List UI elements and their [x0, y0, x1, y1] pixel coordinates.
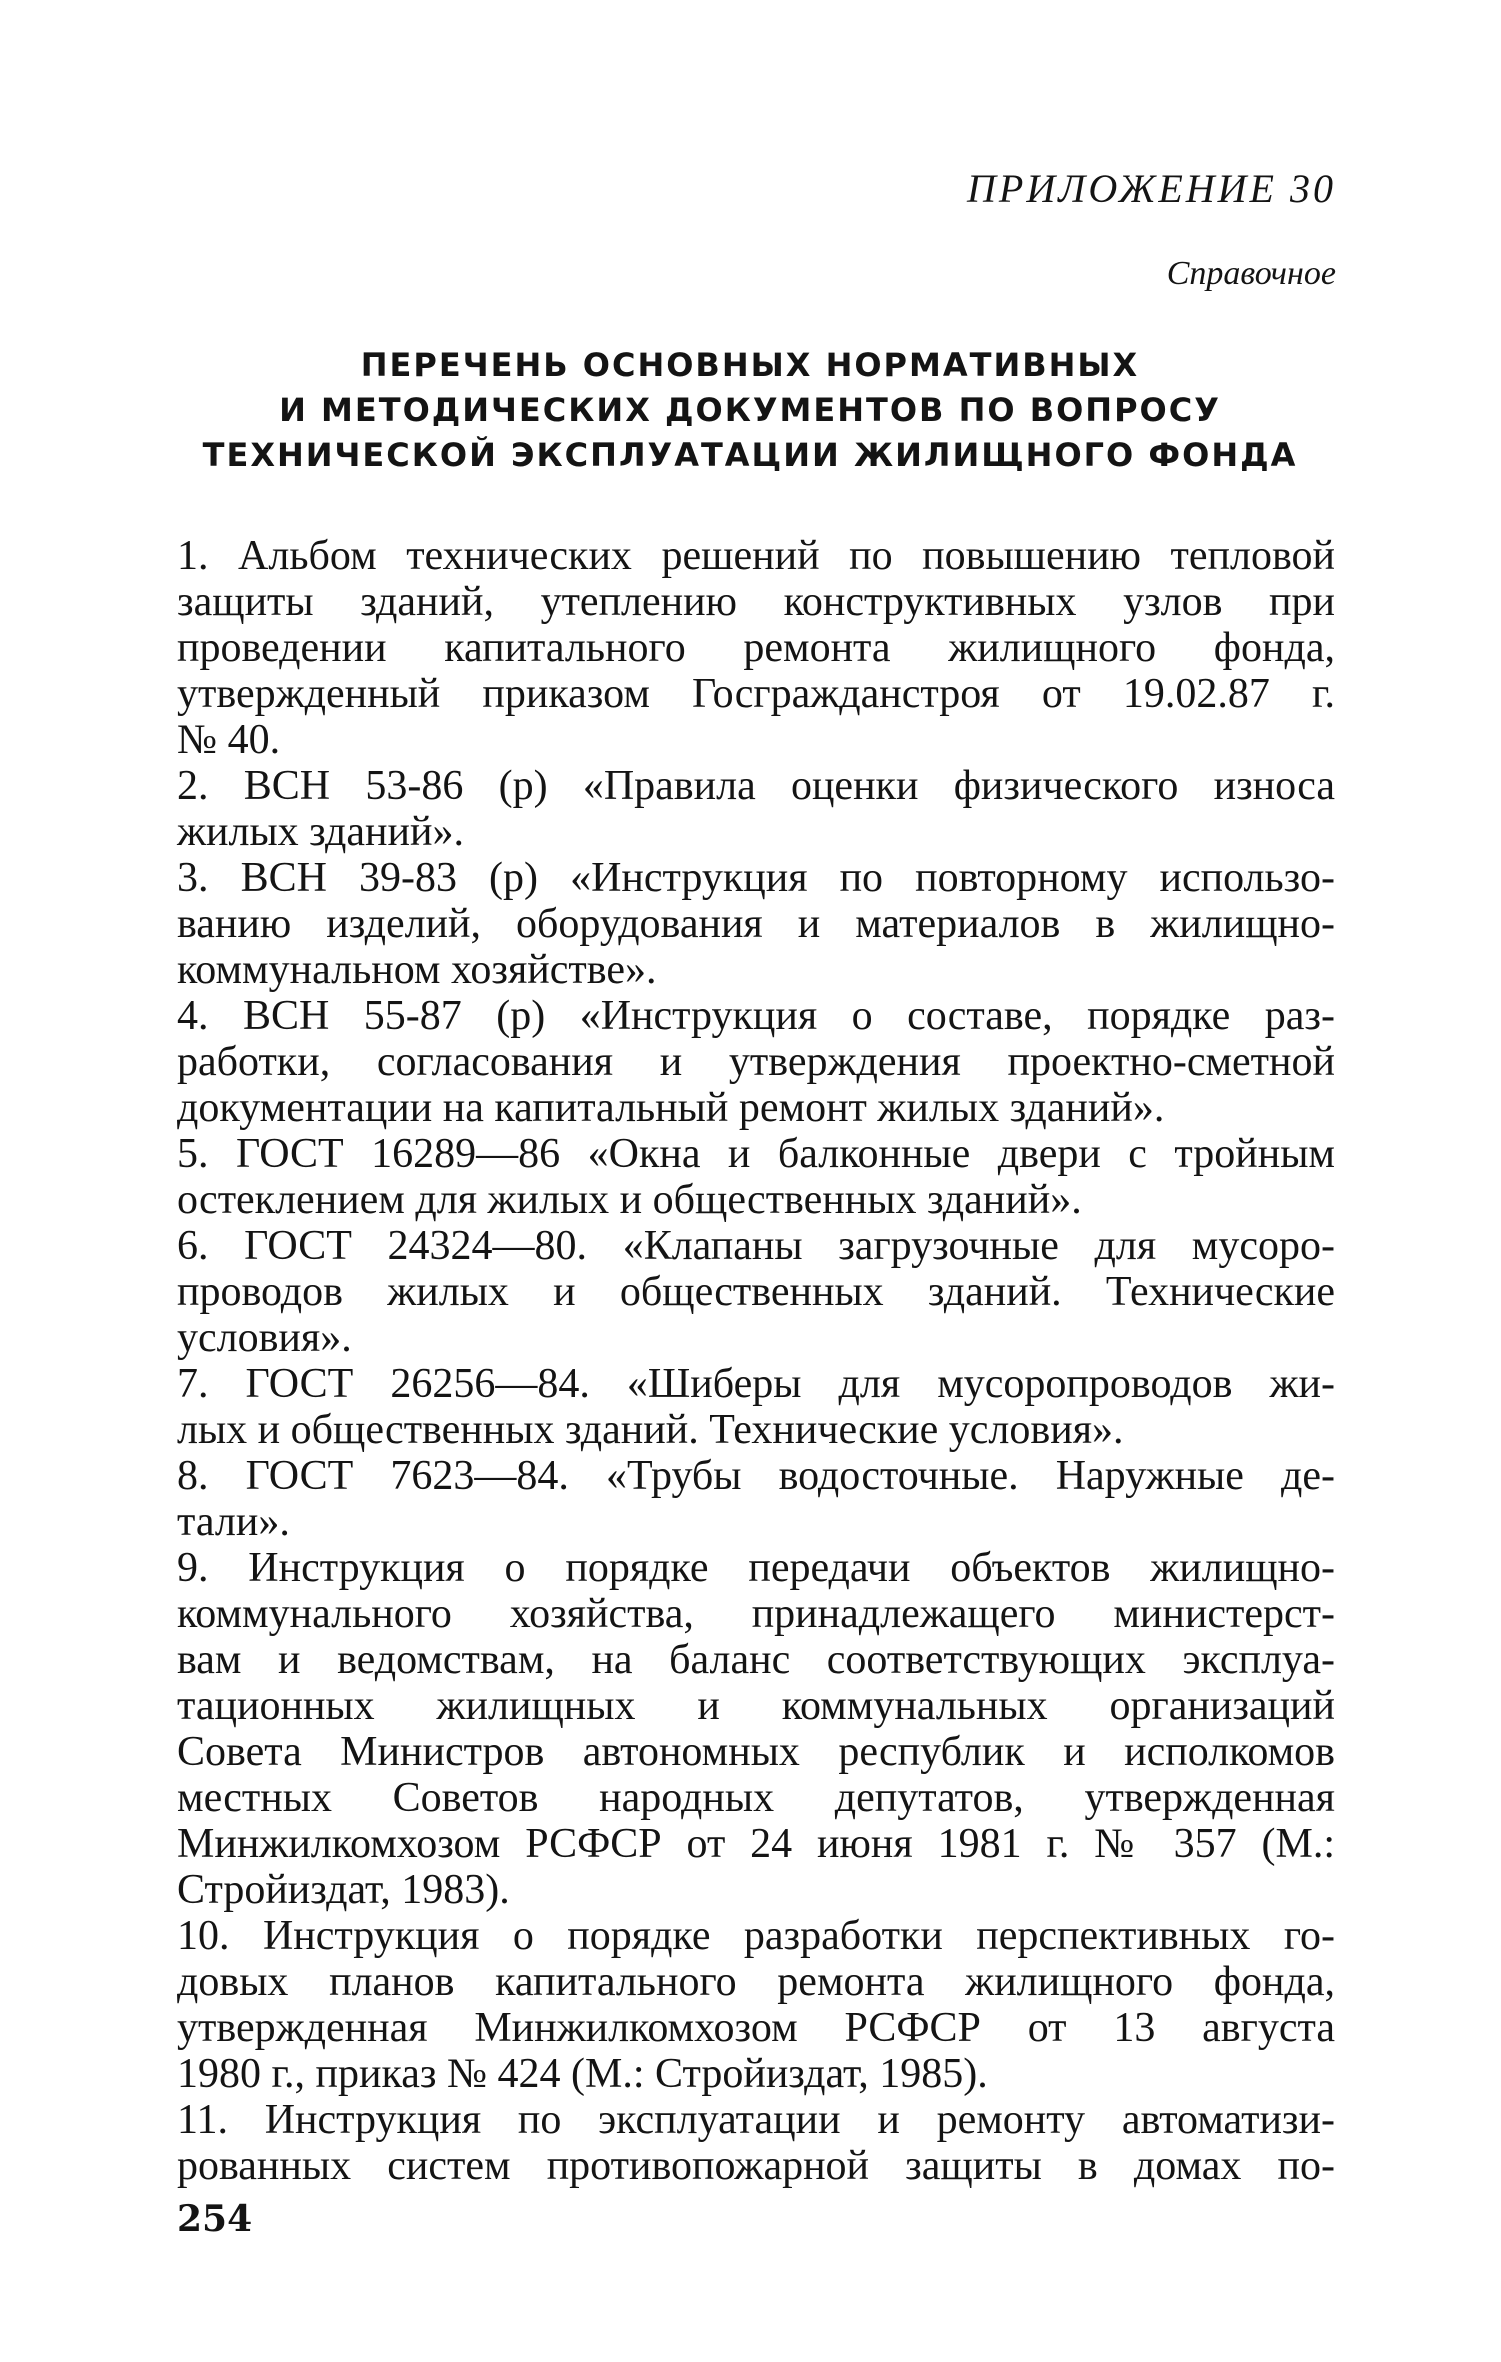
list-item — [177, 1223, 1335, 1361]
list-item-line: 7. ГОСТ 26256—84. «Шиберы для мусоропроводов жи- — [177, 1361, 1335, 1407]
list-item — [177, 2097, 1335, 2189]
list-item-line: 11. Инструкция по эксплуатации и ремонту автоматизи- — [177, 2097, 1335, 2143]
list-item-line: документации на капитальный ремонт жилых зданий». — [177, 1085, 1165, 1131]
list-item-line: условия». — [177, 1315, 352, 1361]
list-item — [177, 1913, 1335, 2097]
list-item-line: жилых зданий». — [177, 809, 464, 855]
list-item — [177, 1453, 1335, 1545]
list-item — [177, 763, 1335, 855]
document-list — [177, 533, 1335, 2189]
list-item — [177, 533, 1335, 763]
title-line: ТЕХНИЧЕСКОЙ ЭКСПЛУАТАЦИИ ЖИЛИЩНОГО ФОНДА — [202, 436, 1298, 474]
list-item-line: довых планов капитального ремонта жилищного фонда, — [177, 1959, 1335, 2005]
list-item-line: 8. ГОСТ 7623—84. «Трубы водосточные. Наружные де- — [177, 1453, 1335, 1499]
list-item-line: Минжилкомхозом РСФСР от 24 июня 1981 г. № 357 (М.: — [177, 1821, 1335, 1867]
list-item-line: 1980 г., приказ № 424 (М.: Стройиздат, 1985). — [177, 2051, 988, 2097]
list-item-line: коммунального хозяйства, принадлежащего министерст- — [177, 1591, 1335, 1637]
list-item-line: Совета Министров автономных республик и исполкомов — [177, 1729, 1335, 1775]
appendix-heading: ПРИЛОЖЕНИЕ 30 — [967, 166, 1336, 211]
reference-note: Справочное — [1166, 255, 1336, 292]
list-item-line: 5. ГОСТ 16289—86 «Окна и балконные двери с тройным — [177, 1131, 1335, 1177]
list-item-line: 2. ВСН 53-86 (р) «Правила оценки физического износа — [177, 763, 1335, 809]
list-item-line: 4. ВСН 55-87 (р) «Инструкция о составе, порядке раз- — [177, 993, 1335, 1039]
list-item-line: № 40. — [177, 717, 281, 763]
list-item-line: защиты зданий, утеплению конструктивных узлов при — [177, 579, 1335, 625]
list-item-line: остеклением для жилых и общественных зданий». — [177, 1177, 1082, 1223]
document-title — [150, 343, 1350, 478]
list-item-line: утвержденная Минжилкомхозом РСФСР от 13 августа — [177, 2005, 1335, 2051]
title-line: ПЕРЕЧЕНЬ ОСНОВНЫХ НОРМАТИВНЫХ — [360, 346, 1140, 384]
list-item — [177, 993, 1335, 1131]
list-item-line: проводов жилых и общественных зданий. Технические — [177, 1269, 1335, 1315]
list-item-line: лых и общественных зданий. Технические условия». — [177, 1407, 1124, 1453]
list-item-line: Стройиздат, 1983). — [177, 1867, 510, 1913]
list-item-line: местных Советов народных депутатов, утвержденная — [177, 1775, 1335, 1821]
list-item-line: 3. ВСН 39-83 (р) «Инструкция по повторному использо- — [177, 855, 1335, 901]
list-item-line: 9. Инструкция о порядке передачи объектов жилищно- — [177, 1545, 1335, 1591]
list-item-line: работки, согласования и утверждения проектно-сметной — [177, 1039, 1335, 1085]
list-item-line: тали». — [177, 1499, 290, 1545]
list-item — [177, 1131, 1335, 1223]
list-item-line: вам и ведомствам, на баланс соответствующих эксплуа- — [177, 1637, 1335, 1683]
list-item-line: проведении капитального ремонта жилищного фонда, — [177, 625, 1335, 671]
list-item-line: 6. ГОСТ 24324—80. «Клапаны загрузочные для мусоро- — [177, 1223, 1335, 1269]
list-item-line: рованных систем противопожарной защиты в домах по- — [177, 2143, 1335, 2189]
list-item — [177, 1361, 1335, 1453]
list-item — [177, 855, 1335, 993]
list-item-line: тационных жилищных и коммунальных организаций — [177, 1683, 1335, 1729]
page-number: 254 — [177, 2198, 253, 2240]
list-item-line: коммунальном хозяйстве». — [177, 947, 657, 993]
title-line: И МЕТОДИЧЕСКИХ ДОКУМЕНТОВ ПО ВОПРОСУ — [279, 391, 1221, 429]
list-item-line: ванию изделий, оборудования и материалов в жилищно- — [177, 901, 1335, 947]
list-item-line: утвержденный приказом Госгражданстроя от 19.02.87 г. — [177, 671, 1335, 717]
list-item — [177, 1545, 1335, 1913]
list-item-line: 1. Альбом технических решений по повышению тепловой — [177, 533, 1335, 579]
list-item-line: 10. Инструкция о порядке разработки перспективных го- — [177, 1913, 1335, 1959]
